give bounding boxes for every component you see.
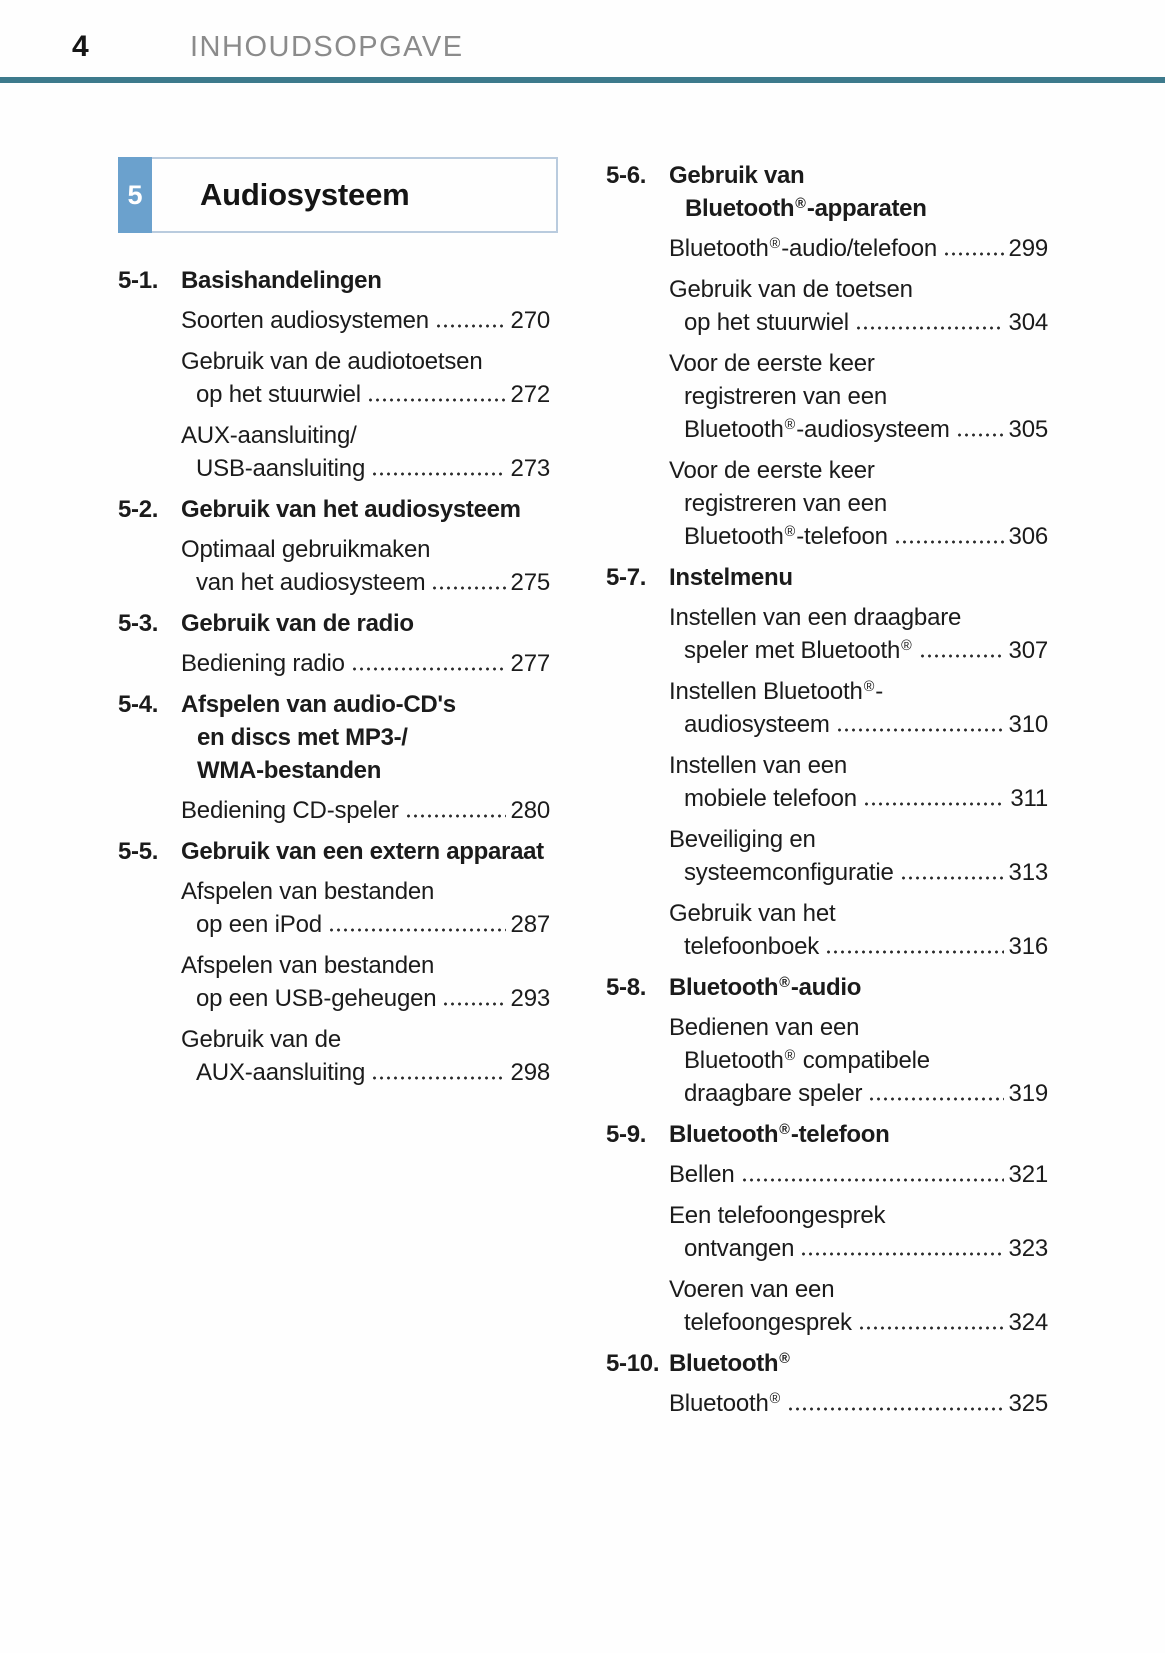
entry-text: audiosysteem: [684, 711, 830, 738]
entry-line: [181, 566, 550, 599]
section-heading: [118, 264, 550, 297]
toc-entry: [606, 1387, 1048, 1420]
toc-entry: [606, 897, 1048, 963]
header-rule: [0, 77, 1165, 83]
toc-entry: [606, 1199, 1048, 1265]
toc-entry: [606, 273, 1048, 339]
toc-section: [118, 264, 550, 485]
registered-trademark-icon: ®: [779, 1122, 790, 1139]
entry-text: ontvangen: [684, 1235, 795, 1262]
section-heading: [118, 493, 550, 526]
entry-line: [181, 452, 550, 485]
dot-leader: [371, 472, 505, 476]
entry-line: Instellen Bluetooth®-: [669, 678, 884, 705]
section-title: [181, 688, 456, 787]
entry-line: [181, 982, 550, 1015]
section-title-line: en discs met MP3-/: [197, 724, 408, 751]
chapter-heading: [118, 157, 558, 233]
toc-entry: [118, 533, 550, 599]
section-title: [669, 1118, 890, 1151]
entry-text: op een iPod: [196, 911, 322, 938]
registered-trademark-icon: ®: [863, 679, 875, 696]
registered-trademark-icon: ®: [779, 975, 790, 992]
entry-line: Gebruik van de toetsen: [669, 276, 913, 303]
chapter-number-badge: 5: [118, 157, 152, 233]
entry-text: op het stuurwiel: [684, 309, 849, 336]
section-title-line: Bluetooth®-audio: [669, 974, 862, 1001]
section-heading: [606, 971, 1048, 1004]
section-title-line: Gebruik van de radio: [181, 610, 414, 637]
toc-section: [606, 1347, 1048, 1420]
registered-trademark-icon: ®: [901, 638, 912, 655]
page-header: [0, 0, 1165, 77]
dot-leader: [943, 252, 1004, 256]
entry-line: Gebruik van het: [669, 900, 836, 927]
toc-entry: [606, 1273, 1048, 1339]
section-heading: [606, 1347, 1048, 1380]
entry-line: AUX-aansluiting/: [181, 422, 357, 449]
entry-text: speler met Bluetooth®: [684, 637, 912, 664]
page-number: 277: [510, 650, 550, 677]
page-number: 298: [510, 1059, 550, 1086]
dot-leader: [825, 950, 1003, 954]
section-number: 5-8.: [606, 974, 647, 1001]
toc-entry: [606, 454, 1048, 553]
toc-column-right: [606, 157, 1048, 1428]
entry-line: registreren van een: [684, 383, 887, 410]
entry-line: Voor de eerste keer: [669, 457, 875, 484]
toc-section: [606, 971, 1048, 1110]
section-number: 5-3.: [118, 610, 159, 637]
entry-line: [669, 634, 1048, 667]
page-number: 324: [1008, 1309, 1048, 1336]
dot-leader: [900, 876, 1004, 880]
entry-text: Bediening CD-speler: [181, 797, 399, 824]
entry-line: [669, 413, 1048, 446]
registered-trademark-icon: ®: [779, 1351, 790, 1368]
toc-entry: [606, 601, 1048, 667]
section-title-line: Gebruik van het audiosysteem: [181, 496, 521, 523]
section-title: [181, 264, 382, 297]
dot-leader: [351, 667, 506, 671]
folio-page-number: 4: [72, 30, 89, 63]
toc-entry: [606, 1011, 1048, 1110]
entry-line: [669, 306, 1048, 339]
page-number: 313: [1008, 859, 1048, 886]
entry-line: Een telefoongesprek: [669, 1202, 886, 1229]
dot-leader: [367, 398, 506, 402]
section-title-line: Bluetooth®-telefoon: [669, 1121, 890, 1148]
page-number: 305: [1008, 416, 1048, 443]
entry-line: Gebruik van de audiotoetsen: [181, 348, 483, 375]
entry-text: Bellen: [669, 1161, 735, 1188]
entry-line: [669, 1158, 1048, 1191]
section-title-line: Bluetooth®-apparaten: [685, 195, 927, 222]
toc-entry: [118, 875, 550, 941]
page-number: 310: [1008, 711, 1048, 738]
entry-text: Bluetooth®: [669, 1390, 781, 1417]
section-heading: [606, 1118, 1048, 1151]
section-number: 5-6.: [606, 162, 647, 189]
page-number: 273: [510, 455, 550, 482]
page-number: 323: [1008, 1235, 1048, 1262]
toc-section: [606, 1118, 1048, 1339]
page-number: 321: [1008, 1161, 1048, 1188]
toc-section: [118, 688, 550, 827]
toc-section: [118, 607, 550, 680]
entry-line: Optimaal gebruikmaken: [181, 536, 431, 563]
section-heading: [606, 561, 1048, 594]
registered-trademark-icon: ®: [784, 1048, 796, 1065]
entry-line: [669, 782, 1048, 815]
entry-line: Beveiliging en: [669, 826, 816, 853]
toc-section: [118, 493, 550, 599]
page-number: 304: [1008, 309, 1048, 336]
entry-line: [669, 856, 1048, 889]
entry-line: Voor de eerste keer: [669, 350, 875, 377]
section-number: 5-1.: [118, 267, 159, 294]
toc-entry: [118, 304, 550, 337]
page-number: 306: [1008, 523, 1048, 550]
toc-entry: [118, 647, 550, 680]
dot-leader: [435, 324, 506, 328]
entry-text: AUX-aansluiting: [196, 1059, 366, 1086]
toc-columns: [0, 157, 1165, 1428]
entry-text: draagbare speler: [684, 1080, 863, 1107]
toc-entry: [118, 949, 550, 1015]
entry-line: [181, 304, 550, 337]
entry-text: telefoonboek: [684, 933, 820, 960]
entry-line: Voeren van een: [669, 1276, 835, 1303]
entry-text: USB-aansluiting: [196, 455, 366, 482]
toc-column-left: [118, 157, 550, 1097]
entry-text: Bluetooth®-audio/telefoon: [669, 235, 938, 262]
entry-text: systeemconfiguratie: [684, 859, 894, 886]
entry-line: [669, 1077, 1048, 1110]
section-title-line: Bluetooth®: [669, 1350, 790, 1377]
entry-line: [669, 1387, 1048, 1420]
toc-section: [606, 561, 1048, 963]
entry-text: op een USB-geheugen: [196, 985, 437, 1012]
section-number: 5-10.: [606, 1350, 660, 1377]
section-title: [669, 971, 861, 1004]
section-title-line: WMA-bestanden: [197, 757, 382, 784]
toc-entry: [606, 749, 1048, 815]
dot-leader: [741, 1178, 1004, 1182]
section-title: [669, 159, 927, 225]
entry-line: [669, 1232, 1048, 1265]
section-title: [181, 493, 521, 526]
entry-text: van het audiosysteem: [196, 569, 426, 596]
dot-leader: [919, 654, 1004, 658]
page-number: 311: [1010, 785, 1048, 812]
section-title: [181, 835, 544, 868]
entry-line: Instellen van een draagbare: [669, 604, 962, 631]
section-heading: [606, 159, 1048, 225]
dot-leader: [431, 586, 505, 590]
toc-entry: [118, 419, 550, 485]
toc-section: [118, 835, 550, 1089]
page-number: 275: [510, 569, 550, 596]
entry-line: Afspelen van bestanden: [181, 878, 435, 905]
registered-trademark-icon: ®: [769, 236, 781, 253]
entry-text: telefoongesprek: [684, 1309, 852, 1336]
entry-text: Bluetooth®-audiosysteem: [684, 416, 950, 443]
dot-leader: [894, 540, 1004, 544]
page-number: 293: [510, 985, 550, 1012]
dot-leader: [858, 1326, 1004, 1330]
entry-line: Instellen van een: [669, 752, 848, 779]
section-title-line: Gebruik van: [669, 162, 805, 189]
page-number: 325: [1008, 1390, 1048, 1417]
page-number: 272: [510, 381, 550, 408]
registered-trademark-icon: ®: [769, 1391, 781, 1408]
page-number: 316: [1008, 933, 1048, 960]
page-number: 319: [1008, 1080, 1048, 1107]
section-number: 5-5.: [118, 838, 159, 865]
entry-line: registreren van een: [684, 490, 887, 517]
entry-text: Bluetooth®-telefoon: [684, 523, 888, 550]
dot-leader: [855, 326, 1004, 330]
registered-trademark-icon: ®: [795, 196, 806, 213]
toc-entry: [118, 794, 550, 827]
section-number: 5-2.: [118, 496, 159, 523]
toc-section: [606, 159, 1048, 553]
entry-line: [181, 647, 550, 680]
section-title-line: Afspelen van audio-CD's: [181, 691, 456, 718]
dot-leader: [371, 1076, 505, 1080]
toc-entry: [606, 823, 1048, 889]
toc-entry: [118, 345, 550, 411]
section-number: 5-7.: [606, 564, 647, 591]
section-heading: [118, 688, 550, 787]
entry-line: [181, 1056, 550, 1089]
page-number: 299: [1008, 235, 1048, 262]
toc-entry: [606, 347, 1048, 446]
entry-line: [181, 794, 550, 827]
dot-leader: [405, 814, 506, 818]
section-heading: [118, 607, 550, 640]
entry-line: [669, 930, 1048, 963]
entry-text: Soorten audiosystemen: [181, 307, 429, 334]
section-number: 5-9.: [606, 1121, 647, 1148]
page-number: 270: [510, 307, 550, 334]
dot-leader: [863, 802, 1005, 806]
entry-line: Bedienen van een: [669, 1014, 860, 1041]
entry-text: mobiele telefoon: [684, 785, 857, 812]
page-number: 280: [510, 797, 550, 824]
section-title: [669, 1347, 791, 1380]
toc-entry: [606, 1158, 1048, 1191]
section-title-line: Basishandelingen: [181, 267, 382, 294]
header-title: INHOUDSOPGAVE: [190, 31, 464, 63]
entry-line: Bluetooth® compatibele: [684, 1047, 930, 1074]
section-title: [181, 607, 414, 640]
entry-line: [181, 908, 550, 941]
entry-line: [669, 1306, 1048, 1339]
section-number: 5-4.: [118, 691, 159, 718]
section-title: [669, 561, 793, 594]
entry-text: op het stuurwiel: [196, 381, 361, 408]
toc-entry: [606, 232, 1048, 265]
dot-leader: [956, 433, 1004, 437]
entry-line: [669, 520, 1048, 553]
section-heading: [118, 835, 550, 868]
entry-line: Gebruik van de: [181, 1026, 341, 1053]
section-title-line: Gebruik van een extern apparaat: [181, 838, 544, 865]
entry-line: [181, 378, 550, 411]
chapter-title: Audiosysteem: [152, 157, 558, 233]
dot-leader: [800, 1252, 1003, 1256]
entry-line: [669, 232, 1048, 265]
toc-entry: [606, 675, 1048, 741]
registered-trademark-icon: ®: [784, 524, 796, 541]
registered-trademark-icon: ®: [784, 417, 796, 434]
dot-leader: [328, 928, 506, 932]
page-number: 307: [1008, 637, 1048, 664]
page-number: 287: [510, 911, 550, 938]
entry-line: Afspelen van bestanden: [181, 952, 435, 979]
entry-line: [669, 708, 1048, 741]
dot-leader: [442, 1002, 505, 1006]
section-title-line: Instelmenu: [669, 564, 793, 591]
dot-leader: [836, 728, 1004, 732]
toc-entry: [118, 1023, 550, 1089]
dot-leader: [787, 1407, 1003, 1411]
dot-leader: [868, 1097, 1003, 1101]
entry-text: Bediening radio: [181, 650, 345, 677]
